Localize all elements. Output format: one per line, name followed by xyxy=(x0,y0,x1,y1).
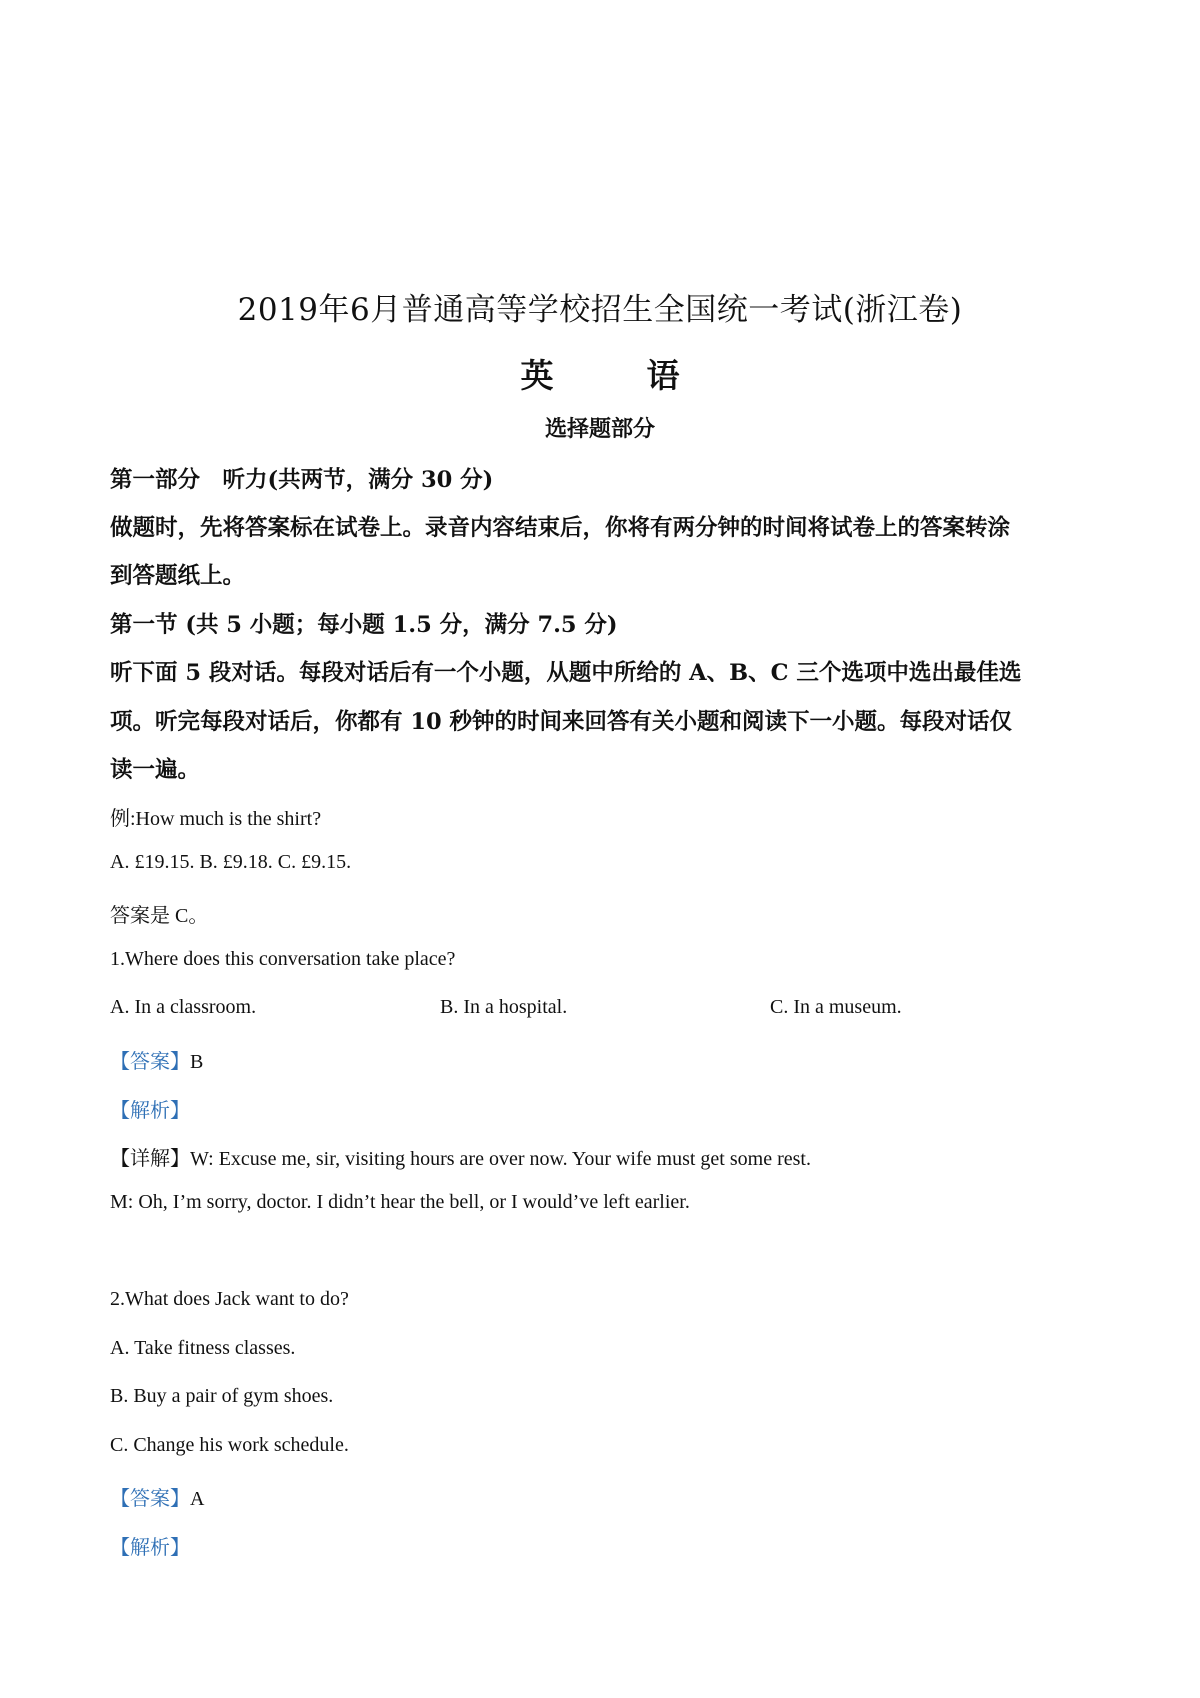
section1-heading: 第一节 (共 5 小题；每小题 1.5 分，满分 7.5 分) xyxy=(110,612,618,638)
answer-value: B xyxy=(190,1051,204,1073)
q1-question: 1.Where does this conversation take place? xyxy=(110,948,456,970)
q1-analysis-tag: 【解析】 xyxy=(110,1100,190,1122)
q1-detail-m-line: M: Oh, I’m sorry, doctor. I didn’t hear the bell, or I would’ve left earlier. xyxy=(110,1191,690,1213)
q1-option-b: B. In a hospital. xyxy=(440,996,568,1018)
q2-option-a: A. Take fitness classes. xyxy=(110,1337,296,1359)
q2-option-b: B. Buy a pair of gym shoes. xyxy=(110,1385,334,1407)
example-answer: 答案是 C。 xyxy=(110,905,209,927)
example-options: A. £19.15. B. £9.18. C. £9.15. xyxy=(110,851,352,873)
q2-answer xyxy=(110,1482,204,1511)
section1-instruction-line3: 读一遍。 xyxy=(110,757,201,783)
exam-title: 2019年6月普通高等学校招生全国统一考试(浙江卷) xyxy=(237,292,963,328)
q1-option-a: A. In a classroom. xyxy=(110,996,257,1018)
detail-w-line: W: Excuse me, sir, visiting hours are over now. Your wife must get some rest. xyxy=(190,1148,811,1170)
detail-tag: 【详解】 xyxy=(110,1148,190,1170)
q2-question: 2.What does Jack want to do? xyxy=(110,1288,349,1310)
answer-tag: 【答案】 xyxy=(110,1488,190,1510)
section-title: 选择题部分 xyxy=(544,416,655,442)
part1-heading: 第一部分 听力(共两节，满分 30 分) xyxy=(110,467,494,493)
q2-analysis-tag: 【解析】 xyxy=(110,1537,190,1559)
subject-title: 英 语 xyxy=(520,356,710,395)
answer-tag: 【答案】 xyxy=(110,1051,190,1073)
part1-instruction-line1: 做题时，先将答案标在试卷上。录音内容结束后，你将有两分钟的时间将试卷上的答案转涂 xyxy=(110,515,1011,541)
q1-option-c: C. In a museum. xyxy=(770,996,902,1018)
answer-value: A xyxy=(190,1488,205,1510)
q2-option-c: C. Change his work schedule. xyxy=(110,1434,349,1456)
q1-answer xyxy=(110,1045,203,1074)
section1-instruction-line1: 听下面 5 段对话。每段对话后有一个小题，从题中所给的 A、B、C 三个选项中选出最佳选 xyxy=(110,660,1022,686)
section1-instruction-line2: 项。听完每段对话后，你都有 10 秒钟的时间来回答有关小题和阅读下一小题。每段对话仅 xyxy=(110,709,1012,735)
part1-instruction-line2: 到答题纸上。 xyxy=(110,563,246,589)
q1-detail xyxy=(110,1142,811,1171)
example-question: 例:How much is the shirt? xyxy=(110,808,322,830)
